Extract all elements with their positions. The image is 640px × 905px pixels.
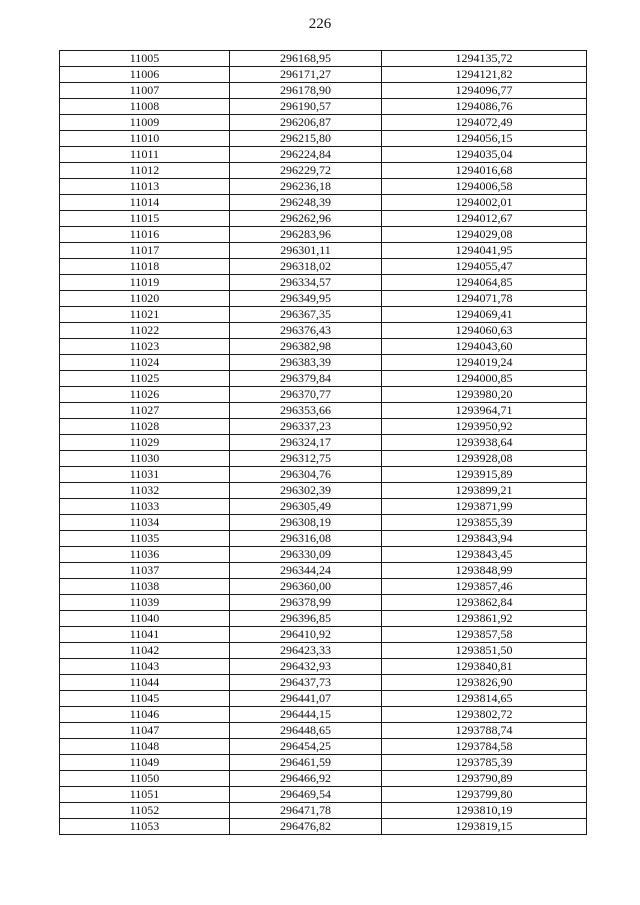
table-row xyxy=(60,579,587,595)
point-number-cell: 11046 xyxy=(60,707,230,723)
y-coordinate-cell: 1293980,20 xyxy=(382,387,587,403)
y-coordinate-cell: 1294121,82 xyxy=(382,67,587,83)
point-number-cell: 11040 xyxy=(60,611,230,627)
x-coordinate-cell: 296466,92 xyxy=(230,771,382,787)
y-coordinate-cell: 1293788,74 xyxy=(382,723,587,739)
y-coordinate-cell: 1293799,80 xyxy=(382,787,587,803)
y-coordinate-cell: 1294035,04 xyxy=(382,147,587,163)
page-number: 226 xyxy=(308,16,332,32)
point-number-cell: 11011 xyxy=(60,147,230,163)
table-row xyxy=(60,275,587,291)
table-row xyxy=(60,163,587,179)
point-number-cell: 11016 xyxy=(60,227,230,243)
table-row xyxy=(60,675,587,691)
table-row xyxy=(60,771,587,787)
y-coordinate-cell: 1293857,58 xyxy=(382,627,587,643)
x-coordinate-cell: 296305,49 xyxy=(230,499,382,515)
table-row xyxy=(60,547,587,563)
point-number-cell: 11047 xyxy=(60,723,230,739)
y-coordinate-cell: 1293899,21 xyxy=(382,483,587,499)
y-coordinate-cell: 1293843,45 xyxy=(382,547,587,563)
point-number-cell: 11020 xyxy=(60,291,230,307)
point-number-cell: 11029 xyxy=(60,435,230,451)
table-row xyxy=(60,643,587,659)
table-row xyxy=(60,531,587,547)
table-row xyxy=(60,355,587,371)
table-row xyxy=(60,387,587,403)
point-number-cell: 11053 xyxy=(60,819,230,835)
point-number-cell: 11021 xyxy=(60,307,230,323)
y-coordinate-cell: 1293964,71 xyxy=(382,403,587,419)
y-coordinate-cell: 1293840,81 xyxy=(382,659,587,675)
table-row xyxy=(60,755,587,771)
table-row xyxy=(60,147,587,163)
table-row xyxy=(60,563,587,579)
x-coordinate-cell: 296448,65 xyxy=(230,723,382,739)
x-coordinate-cell: 296248,39 xyxy=(230,195,382,211)
table-row xyxy=(60,723,587,739)
point-number-cell: 11049 xyxy=(60,755,230,771)
x-coordinate-cell: 296334,57 xyxy=(230,275,382,291)
y-coordinate-cell: 1293928,08 xyxy=(382,451,587,467)
table-row xyxy=(60,515,587,531)
y-coordinate-cell: 1294000,85 xyxy=(382,371,587,387)
y-coordinate-cell: 1294002,01 xyxy=(382,195,587,211)
x-coordinate-cell: 296396,85 xyxy=(230,611,382,627)
x-coordinate-cell: 296302,39 xyxy=(230,483,382,499)
point-number-cell: 11037 xyxy=(60,563,230,579)
coordinates-table xyxy=(59,50,587,835)
y-coordinate-cell: 1293938,64 xyxy=(382,435,587,451)
table-row xyxy=(60,595,587,611)
x-coordinate-cell: 296301,11 xyxy=(230,243,382,259)
x-coordinate-cell: 296410,92 xyxy=(230,627,382,643)
x-coordinate-cell: 296349,95 xyxy=(230,291,382,307)
point-number-cell: 11022 xyxy=(60,323,230,339)
x-coordinate-cell: 296370,77 xyxy=(230,387,382,403)
x-coordinate-cell: 296423,33 xyxy=(230,643,382,659)
table-row xyxy=(60,611,587,627)
table-row xyxy=(60,323,587,339)
point-number-cell: 11045 xyxy=(60,691,230,707)
x-coordinate-cell: 296178,90 xyxy=(230,83,382,99)
y-coordinate-cell: 1293950,92 xyxy=(382,419,587,435)
x-coordinate-cell: 296229,72 xyxy=(230,163,382,179)
x-coordinate-cell: 296441,07 xyxy=(230,691,382,707)
point-number-cell: 11017 xyxy=(60,243,230,259)
y-coordinate-cell: 1294041,95 xyxy=(382,243,587,259)
point-number-cell: 11026 xyxy=(60,387,230,403)
y-coordinate-cell: 1293819,15 xyxy=(382,819,587,835)
table-row xyxy=(60,483,587,499)
x-coordinate-cell: 296262,96 xyxy=(230,211,382,227)
table-row xyxy=(60,419,587,435)
point-number-cell: 11044 xyxy=(60,675,230,691)
point-number-cell: 11033 xyxy=(60,499,230,515)
point-number-cell: 11015 xyxy=(60,211,230,227)
table-row xyxy=(60,67,587,83)
x-coordinate-cell: 296236,18 xyxy=(230,179,382,195)
table-row xyxy=(60,803,587,819)
table-row xyxy=(60,451,587,467)
table-row xyxy=(60,291,587,307)
table-row xyxy=(60,227,587,243)
point-number-cell: 11043 xyxy=(60,659,230,675)
point-number-cell: 11036 xyxy=(60,547,230,563)
x-coordinate-cell: 296318,02 xyxy=(230,259,382,275)
y-coordinate-cell: 1293851,50 xyxy=(382,643,587,659)
x-coordinate-cell: 296206,87 xyxy=(230,115,382,131)
table-row xyxy=(60,787,587,803)
y-coordinate-cell: 1294060,63 xyxy=(382,323,587,339)
x-coordinate-cell: 296316,08 xyxy=(230,531,382,547)
x-coordinate-cell: 296304,76 xyxy=(230,467,382,483)
table-row xyxy=(60,691,587,707)
coordinates-table-body xyxy=(60,51,587,835)
x-coordinate-cell: 296461,59 xyxy=(230,755,382,771)
y-coordinate-cell: 1294135,72 xyxy=(382,51,587,67)
table-row xyxy=(60,339,587,355)
point-number-cell: 11024 xyxy=(60,355,230,371)
point-number-cell: 11006 xyxy=(60,67,230,83)
x-coordinate-cell: 296283,96 xyxy=(230,227,382,243)
point-number-cell: 11010 xyxy=(60,131,230,147)
x-coordinate-cell: 296168,95 xyxy=(230,51,382,67)
table-row xyxy=(60,51,587,67)
table-row xyxy=(60,99,587,115)
table-row xyxy=(60,307,587,323)
x-coordinate-cell: 296171,27 xyxy=(230,67,382,83)
point-number-cell: 11027 xyxy=(60,403,230,419)
x-coordinate-cell: 296353,66 xyxy=(230,403,382,419)
x-coordinate-cell: 296337,23 xyxy=(230,419,382,435)
point-number-cell: 11025 xyxy=(60,371,230,387)
y-coordinate-cell: 1293784,58 xyxy=(382,739,587,755)
x-coordinate-cell: 296382,98 xyxy=(230,339,382,355)
table-row xyxy=(60,259,587,275)
x-coordinate-cell: 296376,43 xyxy=(230,323,382,339)
point-number-cell: 11032 xyxy=(60,483,230,499)
table-row xyxy=(60,131,587,147)
point-number-cell: 11013 xyxy=(60,179,230,195)
y-coordinate-cell: 1294096,77 xyxy=(382,83,587,99)
y-coordinate-cell: 1293814,65 xyxy=(382,691,587,707)
y-coordinate-cell: 1294012,67 xyxy=(382,211,587,227)
y-coordinate-cell: 1294019,24 xyxy=(382,355,587,371)
y-coordinate-cell: 1293790,89 xyxy=(382,771,587,787)
point-number-cell: 11019 xyxy=(60,275,230,291)
x-coordinate-cell: 296454,25 xyxy=(230,739,382,755)
table-row xyxy=(60,659,587,675)
point-number-cell: 11052 xyxy=(60,803,230,819)
y-coordinate-cell: 1294069,41 xyxy=(382,307,587,323)
x-coordinate-cell: 296469,54 xyxy=(230,787,382,803)
x-coordinate-cell: 296344,24 xyxy=(230,563,382,579)
x-coordinate-cell: 296360,00 xyxy=(230,579,382,595)
x-coordinate-cell: 296215,80 xyxy=(230,131,382,147)
y-coordinate-cell: 1293843,94 xyxy=(382,531,587,547)
x-coordinate-cell: 296383,39 xyxy=(230,355,382,371)
table-row xyxy=(60,195,587,211)
x-coordinate-cell: 296432,93 xyxy=(230,659,382,675)
table-row xyxy=(60,435,587,451)
x-coordinate-cell: 296476,82 xyxy=(230,819,382,835)
point-number-cell: 11041 xyxy=(60,627,230,643)
y-coordinate-cell: 1294056,15 xyxy=(382,131,587,147)
x-coordinate-cell: 296324,17 xyxy=(230,435,382,451)
point-number-cell: 11007 xyxy=(60,83,230,99)
point-number-cell: 11034 xyxy=(60,515,230,531)
table-row xyxy=(60,739,587,755)
y-coordinate-cell: 1293810,19 xyxy=(382,803,587,819)
table-row xyxy=(60,211,587,227)
point-number-cell: 11018 xyxy=(60,259,230,275)
x-coordinate-cell: 296190,57 xyxy=(230,99,382,115)
x-coordinate-cell: 296312,75 xyxy=(230,451,382,467)
point-number-cell: 11031 xyxy=(60,467,230,483)
point-number-cell: 11012 xyxy=(60,163,230,179)
x-coordinate-cell: 296444,15 xyxy=(230,707,382,723)
point-number-cell: 11014 xyxy=(60,195,230,211)
y-coordinate-cell: 1294064,85 xyxy=(382,275,587,291)
table-row xyxy=(60,115,587,131)
x-coordinate-cell: 296379,84 xyxy=(230,371,382,387)
y-coordinate-cell: 1294006,58 xyxy=(382,179,587,195)
y-coordinate-cell: 1293848,99 xyxy=(382,563,587,579)
table-row xyxy=(60,819,587,835)
y-coordinate-cell: 1293915,89 xyxy=(382,467,587,483)
table-row xyxy=(60,179,587,195)
y-coordinate-cell: 1293871,99 xyxy=(382,499,587,515)
point-number-cell: 11009 xyxy=(60,115,230,131)
x-coordinate-cell: 296471,78 xyxy=(230,803,382,819)
point-number-cell: 11038 xyxy=(60,579,230,595)
x-coordinate-cell: 296224,84 xyxy=(230,147,382,163)
x-coordinate-cell: 296308,19 xyxy=(230,515,382,531)
y-coordinate-cell: 1294086,76 xyxy=(382,99,587,115)
y-coordinate-cell: 1294071,78 xyxy=(382,291,587,307)
y-coordinate-cell: 1293802,72 xyxy=(382,707,587,723)
y-coordinate-cell: 1293861,92 xyxy=(382,611,587,627)
x-coordinate-cell: 296330,09 xyxy=(230,547,382,563)
table-row xyxy=(60,467,587,483)
table-row xyxy=(60,627,587,643)
table-row xyxy=(60,243,587,259)
point-number-cell: 11008 xyxy=(60,99,230,115)
point-number-cell: 11039 xyxy=(60,595,230,611)
x-coordinate-cell: 296378,99 xyxy=(230,595,382,611)
table-row xyxy=(60,83,587,99)
point-number-cell: 11051 xyxy=(60,787,230,803)
y-coordinate-cell: 1293855,39 xyxy=(382,515,587,531)
y-coordinate-cell: 1293862,84 xyxy=(382,595,587,611)
y-coordinate-cell: 1293826,90 xyxy=(382,675,587,691)
point-number-cell: 11028 xyxy=(60,419,230,435)
table-row xyxy=(60,403,587,419)
point-number-cell: 11005 xyxy=(60,51,230,67)
y-coordinate-cell: 1294072,49 xyxy=(382,115,587,131)
point-number-cell: 11042 xyxy=(60,643,230,659)
point-number-cell: 11030 xyxy=(60,451,230,467)
point-number-cell: 11035 xyxy=(60,531,230,547)
y-coordinate-cell: 1294016,68 xyxy=(382,163,587,179)
table-row xyxy=(60,499,587,515)
table-row xyxy=(60,371,587,387)
y-coordinate-cell: 1293857,46 xyxy=(382,579,587,595)
y-coordinate-cell: 1293785,39 xyxy=(382,755,587,771)
point-number-cell: 11048 xyxy=(60,739,230,755)
point-number-cell: 11023 xyxy=(60,339,230,355)
x-coordinate-cell: 296367,35 xyxy=(230,307,382,323)
x-coordinate-cell: 296437,73 xyxy=(230,675,382,691)
y-coordinate-cell: 1294043,60 xyxy=(382,339,587,355)
y-coordinate-cell: 1294055,47 xyxy=(382,259,587,275)
point-number-cell: 11050 xyxy=(60,771,230,787)
table-row xyxy=(60,707,587,723)
y-coordinate-cell: 1294029,08 xyxy=(382,227,587,243)
